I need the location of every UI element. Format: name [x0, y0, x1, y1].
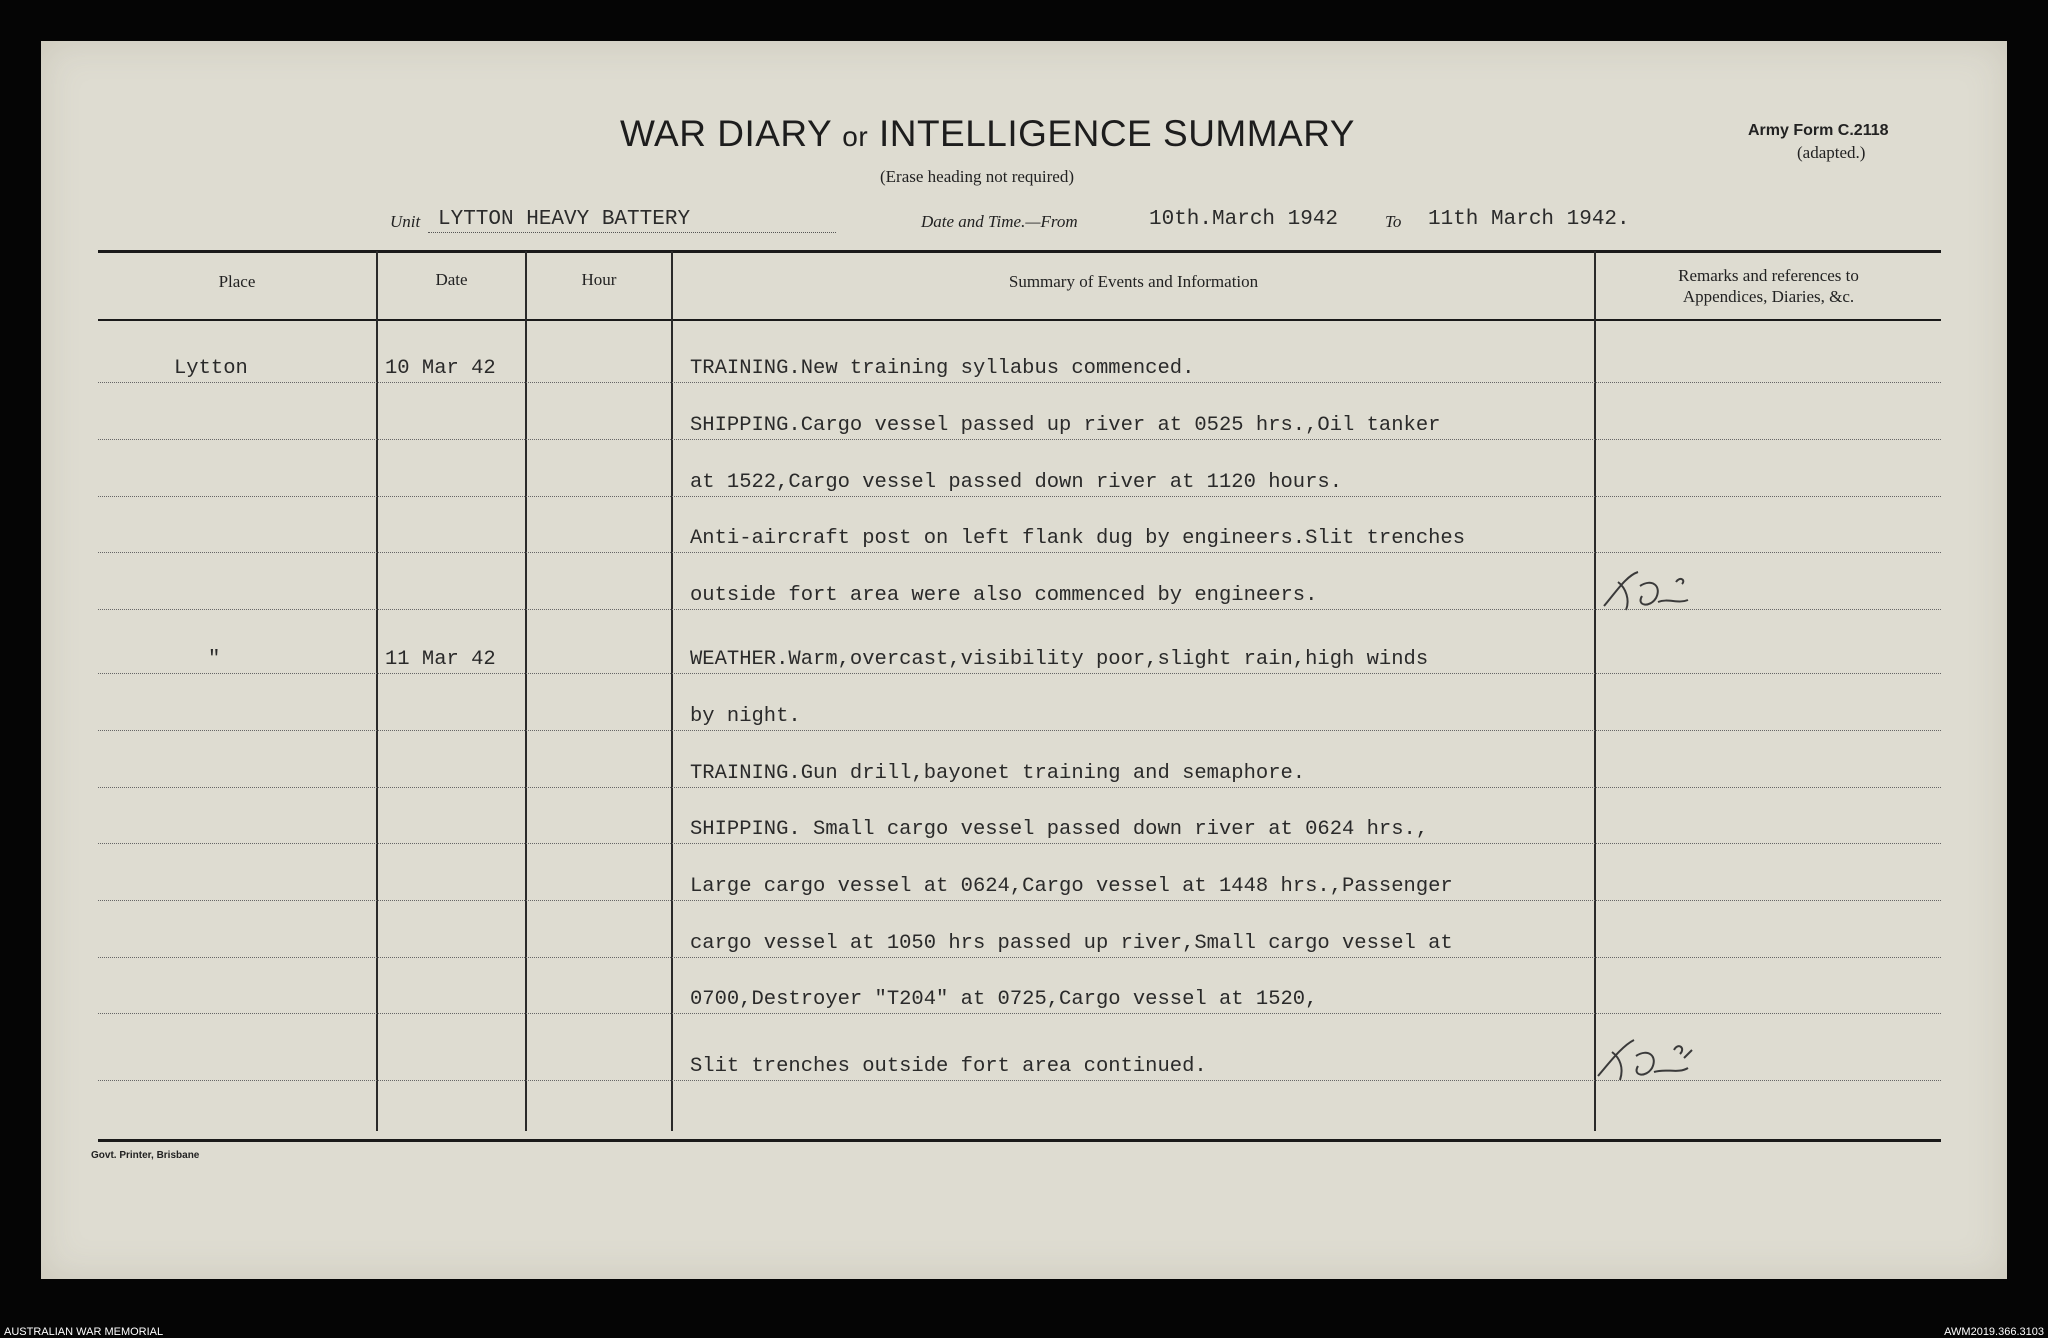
row-summary: WEATHER.Warm,overcast,visibility poor,slight rain,high winds: [690, 648, 1429, 671]
row-summary: outside fort area were also commenced by engineers.: [690, 584, 1318, 607]
title-part1: WAR DIARY: [620, 113, 832, 154]
date-time-label: Date and Time.—From: [921, 212, 1078, 231]
column-divider-place: [376, 251, 378, 1131]
row-place: Lytton: [174, 357, 248, 380]
table-bottom-border: [98, 1139, 1941, 1142]
row-guide-line: [98, 496, 1941, 497]
column-header-hour: Hour: [581, 270, 617, 289]
column-header-remarks-line1: Remarks and references to: [1678, 266, 1859, 285]
army-form-adapted: (adapted.): [1797, 143, 1866, 162]
row-summary: at 1522,Cargo vessel passed down river at 1120 hours.: [690, 471, 1343, 494]
row-summary: Slit trenches outside fort area continued.: [690, 1055, 1207, 1078]
row-guide-line: [98, 843, 1941, 844]
page-title: [620, 113, 1355, 155]
signature-initials: [1596, 562, 1706, 618]
date-to-value: 11th March 1942.: [1428, 208, 1630, 231]
row-guide-line: [98, 787, 1941, 788]
row-guide-line: [98, 730, 1941, 731]
army-form-number: Army Form C.2118: [1748, 122, 1889, 139]
row-summary: SHIPPING. Small cargo vessel passed down river at 0624 hrs.,: [690, 818, 1429, 841]
unit-dotted-line: [428, 232, 836, 233]
signature-initials: [1588, 1030, 1708, 1086]
date-to-label: To: [1385, 212, 1402, 231]
column-header-remarks-line2: Appendices, Diaries, &c.: [1682, 287, 1855, 306]
column-header-summary: Summary of Events and Information: [1008, 272, 1259, 291]
row-place: ": [208, 648, 221, 671]
column-divider-hour: [671, 251, 673, 1131]
row-guide-line: [98, 1013, 1941, 1014]
row-summary: 0700,Destroyer "T204" at 0725,Cargo vessel at 1520,: [690, 988, 1318, 1011]
archive-id: AWM2019.366.3103: [1944, 1326, 2044, 1338]
row-guide-line: [98, 552, 1941, 553]
row-guide-line: [98, 900, 1941, 901]
row-date: 11 Mar 42: [385, 648, 496, 671]
row-guide-line: [98, 957, 1941, 958]
page-subtitle: (Erase heading not required): [880, 167, 1074, 186]
row-summary: by night.: [690, 705, 801, 728]
row-guide-line: [98, 439, 1941, 440]
row-summary: cargo vessel at 1050 hrs passed up river,Small cargo vessel at: [690, 932, 1453, 955]
row-guide-line: [98, 382, 1941, 383]
row-summary: TRAINING.Gun drill,bayonet training and semaphore.: [690, 762, 1306, 785]
unit-value: LYTTON HEAVY BATTERY: [438, 208, 691, 231]
column-divider-date: [525, 251, 527, 1131]
column-header-place: Place: [218, 272, 256, 291]
title-or: or: [842, 121, 869, 152]
row-summary: SHIPPING.Cargo vessel passed up river at 0525 hrs.,Oil tanker: [690, 414, 1441, 437]
row-summary: TRAINING.New training syllabus commenced.: [690, 357, 1195, 380]
printer-credit: Govt. Printer, Brisbane: [91, 1150, 200, 1161]
row-summary: Anti-aircraft post on left flank dug by engineers.Slit trenches: [690, 527, 1466, 550]
title-part2: INTELLIGENCE SUMMARY: [878, 113, 1355, 154]
table-top-border: [98, 250, 1941, 253]
column-divider-summary: [1594, 251, 1596, 1131]
row-date: 10 Mar 42: [385, 357, 496, 380]
unit-label: Unit: [390, 212, 421, 231]
column-header-date: Date: [435, 270, 468, 289]
archive-credit: AUSTRALIAN WAR MEMORIAL: [4, 1326, 164, 1338]
header-bottom-border: [98, 319, 1941, 321]
row-guide-line: [98, 673, 1941, 674]
row-summary: Large cargo vessel at 0624,Cargo vessel at 1448 hrs.,Passenger: [690, 875, 1453, 898]
date-from-value: 10th.March 1942: [1149, 208, 1339, 231]
